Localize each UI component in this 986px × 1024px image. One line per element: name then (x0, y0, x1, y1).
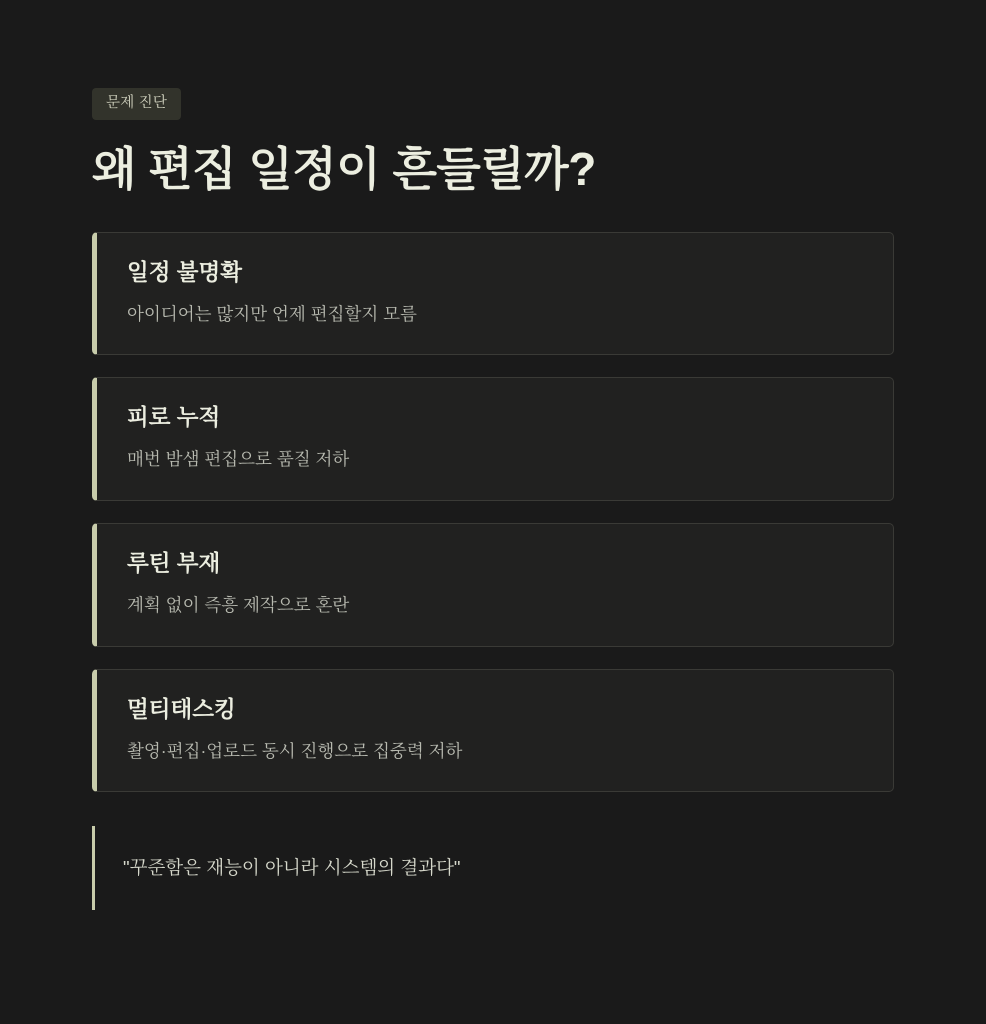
card-description: 촬영·편집·업로드 동시 진행으로 집중력 저하 (127, 740, 463, 761)
card-description: 매번 밤샘 편집으로 품질 저하 (127, 449, 350, 470)
card-title: 멀티태스킹 (127, 696, 236, 722)
card-title: 일정 불명확 (127, 259, 242, 285)
list-item (92, 377, 894, 501)
list-item (92, 669, 894, 793)
quote-block (92, 826, 894, 910)
card-title: 피로 누적 (127, 405, 221, 431)
section-badge: 문제 진단 (92, 88, 181, 120)
list-item (92, 232, 894, 356)
card-title: 루틴 부재 (127, 551, 221, 577)
card-description: 계획 없이 즉흥 제작으로 혼란 (127, 595, 350, 616)
problem-card-list (92, 232, 894, 793)
card-description: 아이디어는 많지만 언제 편집할지 모름 (127, 303, 417, 324)
page-title: 왜 편집 일정이 흔들릴까? (92, 142, 596, 195)
list-item (92, 523, 894, 647)
quote-text: "꾸준함은 재능이 아니라 시스템의 결과다" (123, 857, 461, 879)
